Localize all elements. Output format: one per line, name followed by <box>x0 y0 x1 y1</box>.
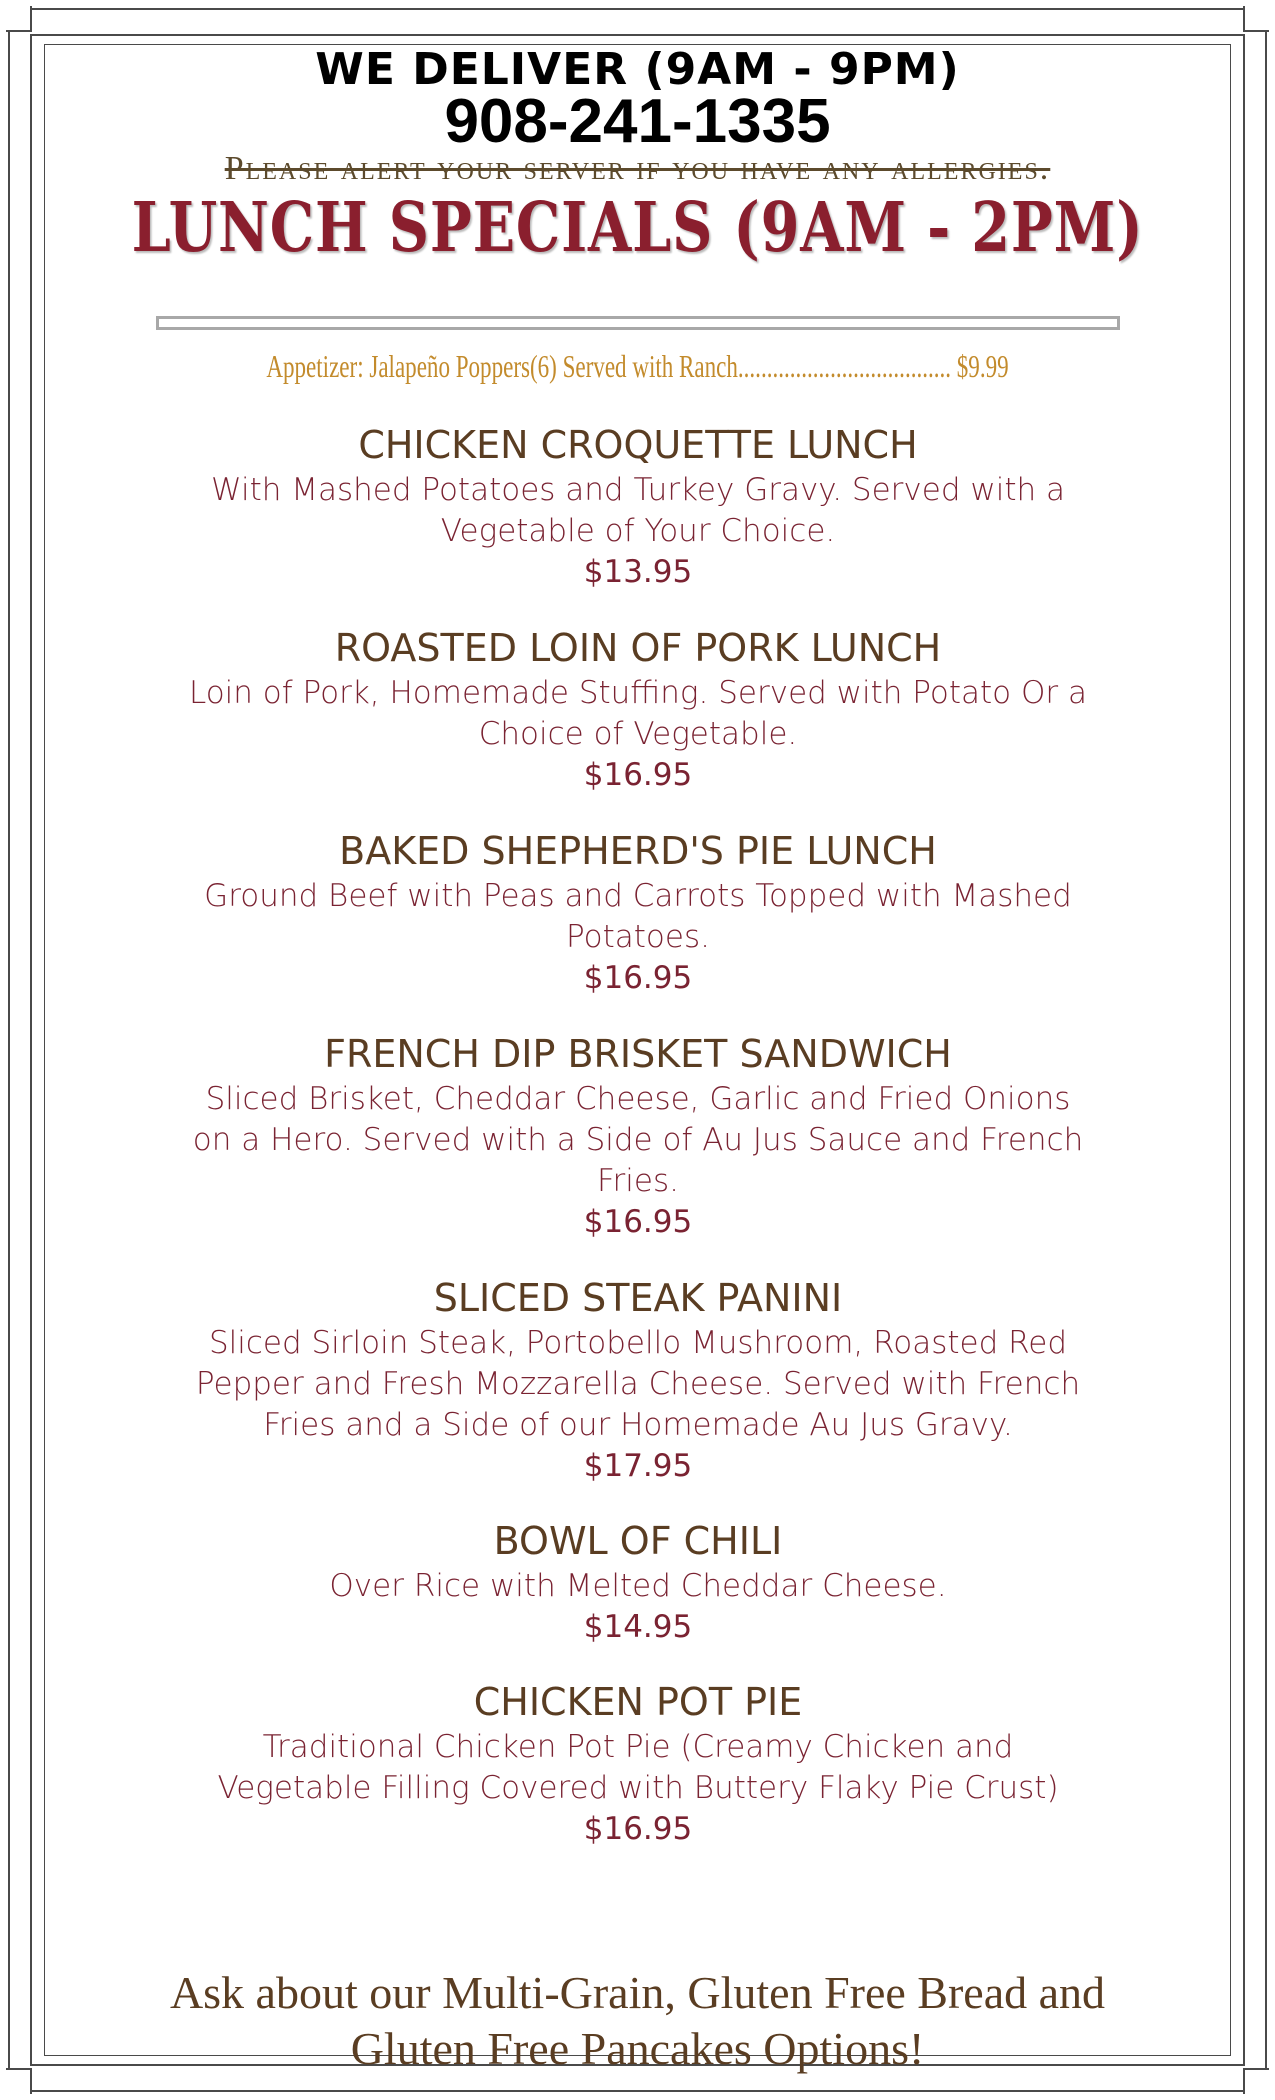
menu-item-desc: Vegetable of Your Choice. <box>440 513 836 549</box>
menu-item-desc: Potatoes. <box>566 919 710 955</box>
menu-item-desc: Pepper and Fresh Mozzarella Cheese. Served with French <box>195 1366 1081 1402</box>
corner-ornament-top-right <box>1243 6 1269 32</box>
footer-line: Gluten Free Pancakes Options! <box>350 2023 925 2074</box>
menu-item-name: BOWL OF CHILI <box>493 1519 783 1563</box>
menu-item-desc: Ground Beef with Peas and Carrots Topped with Mashed <box>204 878 1072 914</box>
menu-item-desc: on a Hero. Served with a Side of Au Jus Sauce and French <box>192 1122 1084 1158</box>
menu-item-price: $16.95 <box>583 1811 693 1847</box>
menu-item-name: BAKED SHEPHERD'S PIE LUNCH <box>339 829 937 873</box>
menu-item-price: $17.95 <box>583 1448 693 1484</box>
appetizer-line: Appetizer: Jalapeño Poppers(6) Served with Ranch..................................... $9.99 <box>266 348 1009 384</box>
menu-item-price: $16.95 <box>583 757 693 793</box>
menu-item-desc: Sliced Brisket, Cheddar Cheese, Garlic and Fried Onions <box>205 1081 1071 1117</box>
menu-item-price: $16.95 <box>583 1204 693 1240</box>
allergy-notice: Please alert your server if you have any allergies. <box>224 150 1051 187</box>
menu-item-name: SLICED STEAK PANINI <box>433 1276 843 1320</box>
menu-item-desc: Fries. <box>596 1163 679 1199</box>
menu-item-name: CHICKEN POT PIE <box>473 1680 803 1724</box>
menu-item-name: FRENCH DIP BRISKET SANDWICH <box>324 1032 952 1076</box>
menu-item-name: ROASTED LOIN OF PORK LUNCH <box>334 626 942 670</box>
menu-item-price: $13.95 <box>583 554 693 590</box>
corner-ornament-top-left <box>6 6 32 32</box>
menu-item-desc: Choice of Vegetable. <box>478 716 798 752</box>
menu-item-price: $16.95 <box>583 960 693 996</box>
menu-item-name: CHICKEN CROQUETTE LUNCH <box>358 423 918 467</box>
menu-item <box>150 1033 1126 1243</box>
menu-item-desc: Traditional Chicken Pot Pie (Creamy Chicken and <box>262 1729 1014 1765</box>
menu-item <box>150 1681 1126 1850</box>
menu-item-desc: With Mashed Potatoes and Turkey Gravy. Served with a <box>210 472 1065 508</box>
page-title: LUNCH SPECIALS (9AM - 2PM) <box>131 188 1144 268</box>
menu-item-desc: Loin of Pork, Homemade Stuffing. Served with Potato Or a <box>188 675 1087 711</box>
menu-item-desc: Over Rice with Melted Cheddar Cheese. <box>329 1568 947 1604</box>
menu-item <box>150 627 1126 796</box>
menu-item <box>150 1520 1126 1648</box>
delivery-hours: WE DELIVER (9AM - 9PM) <box>315 44 960 95</box>
menu-item <box>150 424 1126 593</box>
menu-item-price: $14.95 <box>583 1609 693 1645</box>
menu-item-desc: Sliced Sirloin Steak, Portobello Mushroom, Roasted Red <box>208 1325 1068 1361</box>
title-divider <box>156 316 1120 330</box>
corner-ornament-bottom-right <box>1243 2068 1269 2094</box>
footer-note <box>80 1965 1195 2077</box>
corner-ornament-bottom-left <box>6 2068 32 2094</box>
menu-item-desc: Fries and a Side of our Homemade Au Jus Gravy. <box>263 1407 1013 1443</box>
phone-number[interactable]: 908-241-1335 <box>444 87 831 156</box>
footer-line: Ask about our Multi-Grain, Gluten Free Bread and <box>169 1967 1106 2018</box>
menu-item <box>150 830 1126 999</box>
menu-item-desc: Vegetable Filling Covered with Buttery Flaky Pie Crust) <box>217 1770 1059 1806</box>
menu-item <box>150 1277 1126 1487</box>
